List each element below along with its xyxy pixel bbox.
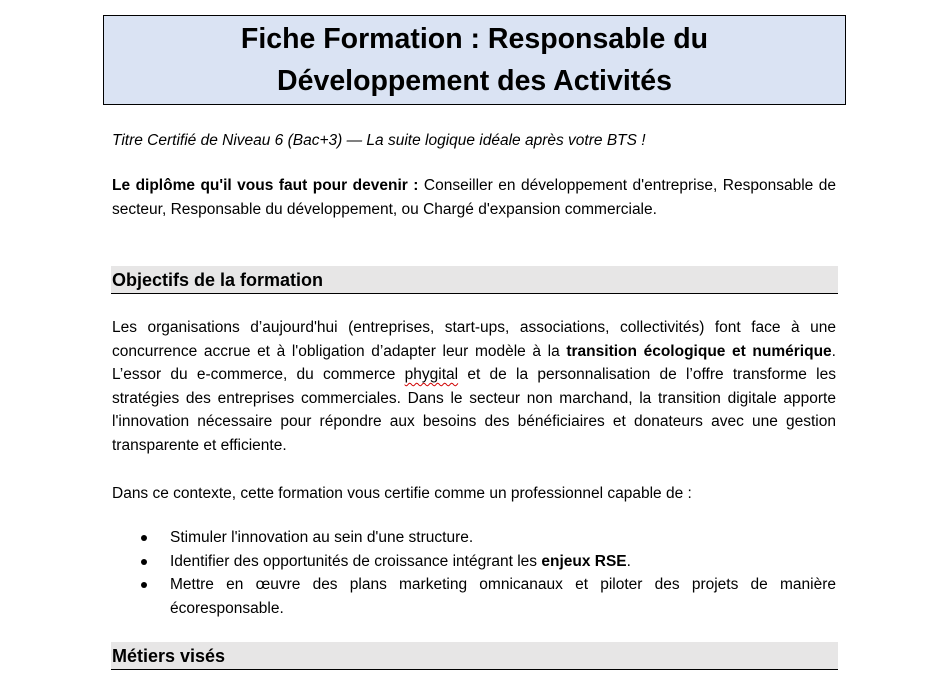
list-item [112, 573, 836, 620]
context-text-part: . L’essor du e-commerce, du commerce [112, 342, 836, 383]
title-line-1: Fiche Formation : Responsable du [240, 23, 709, 55]
bullet-icon [141, 535, 147, 541]
list-item [112, 526, 836, 550]
context-paragraph [112, 316, 836, 457]
capabilities-intro: Dans ce contexte, cette formation vous certifie comme un professionnel capable de : [112, 485, 692, 502]
document-title-box [103, 15, 846, 105]
diploma-label: Le diplôme qu'il vous faut pour devenir : [112, 177, 419, 194]
context-text-part: Les organisations d’aujourd'hui (entreprises, start-ups, associations, collectivités) font face à une concurrence accrue et à l'obligation d’adapter leur modèle à la [112, 319, 836, 360]
diploma-text: Conseiller en développement d'entreprise, Responsable de secteur, Responsable du développement, ou Chargé d'expansion commerciale. [112, 177, 836, 218]
diploma-paragraph [112, 174, 836, 221]
list-item-bold: enjeux RSE [541, 552, 627, 570]
section-heading-objectives: Objectifs de la formation [111, 266, 838, 294]
bullet-icon [141, 559, 147, 565]
section-heading-jobs: Métiers visés [111, 642, 838, 670]
list-item-text: Stimuler l'innovation au sein d'une structure. [170, 529, 474, 546]
list-item [112, 550, 836, 574]
context-bold-transition: transition écologique et numérique [566, 342, 832, 360]
list-item-text: Identifier des opportunités de croissance intégrant les [170, 552, 542, 570]
context-text-part: et de la personnalisation de l’offre transforme les stratégies des entreprises commerciales. Dans le secteur non marchand, la transition digitale apporte l'innovation nécessaire pour répondre aux besoins des bénéficiaires et donateurs avec une gestion transparente et efficiente. [112, 366, 837, 454]
subtitle-text: Titre Certifié de Niveau 6 (Bac+3) — La suite logique idéale après votre BTS ! [112, 132, 646, 149]
list-item-text: . [626, 552, 631, 570]
bullet-icon [141, 582, 147, 588]
title-line-2: Développement des Activités [277, 65, 672, 97]
capabilities-list [112, 526, 836, 620]
list-item-text: Mettre en œuvre des plans marketing omnicanaux et piloter des projets de manière écoresponsable. [170, 576, 836, 617]
spellcheck-flagged-word: phygital [404, 366, 459, 383]
